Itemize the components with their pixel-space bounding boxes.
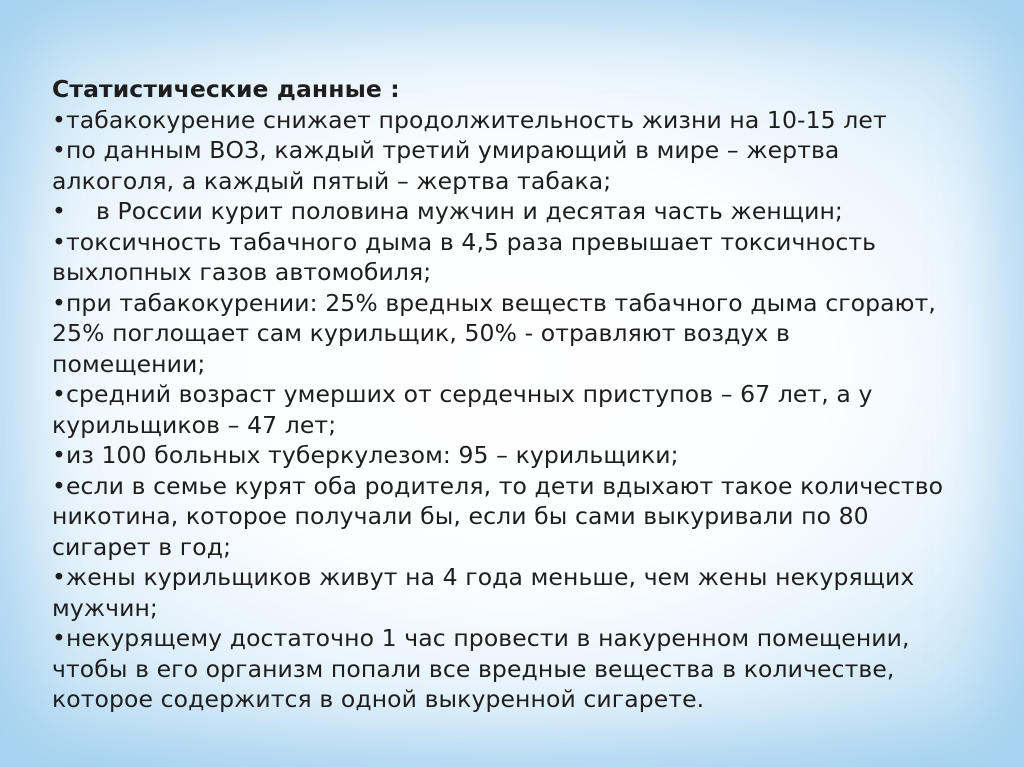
bullet-line: •по данным ВОЗ, каждый третий умирающий в мире – жертва — [52, 136, 840, 164]
bullet-line: помещении; — [52, 349, 206, 378]
bullet-text: в России курит половина мужчин и десятая часть женщин; — [95, 197, 843, 225]
bullet-line: •жены курильщиков живут на 4 года меньше, чем жены некурящих — [52, 563, 915, 591]
bullet-line: которое содержится в одной выкуренной сигарете. — [52, 685, 705, 713]
bullet-line: сигарет в год; — [52, 532, 232, 561]
slide-content — [52, 74, 1012, 715]
bullet-line: •некурящему достаточно 1 час провести в накуренном помещении, — [52, 624, 910, 652]
bullet-line: чтобы в его организм попали все вредные вещества в количестве, — [52, 654, 895, 683]
slide-heading: Статистические данные : — [52, 75, 400, 103]
bullet-line: •при табакокурении: 25% вредных веществ табачного дыма сгорают, — [52, 288, 936, 317]
bullet-line: •токсичность табачного дыма в 4,5 раза превышает токсичность — [52, 227, 877, 256]
bullet-line: никотина, которое получали бы, если бы сами выкуривали по 80 — [52, 502, 869, 530]
bullet-line: алкоголя, а каждый пятый – жертва табака; — [52, 166, 612, 195]
bullet-marker: • — [52, 197, 66, 225]
bullet-line: мужчин; — [52, 593, 158, 622]
bullet-line: курильщиков – 47 лет; — [52, 410, 337, 439]
bullet-line: выхлопных газов автомобиля; — [52, 258, 432, 286]
bullet-line: •средний возраст умерших от сердечных приступов – 67 лет, а у — [52, 380, 873, 408]
bullet-line: •табакокурение снижает продолжительность жизни на 10-15 лет — [52, 105, 887, 134]
bullet-line: •если в семье курят оба родителя, то дети вдыхают такое количество — [52, 471, 944, 500]
bullet-line — [52, 196, 1012, 227]
bullet-line: •из 100 больных туберкулезом: 95 – курильщики; — [52, 441, 679, 469]
bullet-line: 25% поглощает сам курильщик, 50% - отравляют воздух в — [52, 319, 790, 347]
